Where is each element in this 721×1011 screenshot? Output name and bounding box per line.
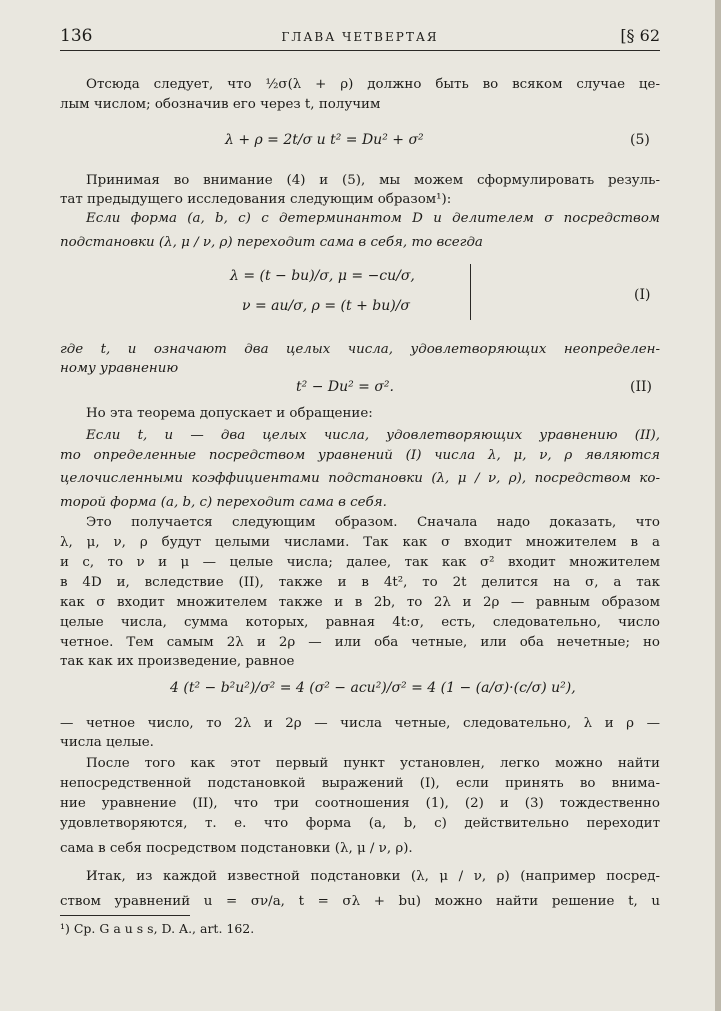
theorem-line: целочисленными коэффициентами подстановки (λ, μ / ν, ρ), посредством ко- bbox=[60, 471, 660, 486]
footnote-rule bbox=[60, 915, 190, 916]
theorem-line: то определенные посредством уравнений (I) числа λ, μ, ν, ρ являются bbox=[60, 448, 660, 463]
equation-I-row1: λ = (t − bu)/σ, μ = −cu/σ, bbox=[230, 268, 415, 284]
footnote: ¹) Cp. G a u s s, D. A., art. 162. bbox=[60, 921, 255, 936]
page-edge bbox=[715, 0, 721, 1011]
theorem-line: Если форма (a, b, c) с детерминантом D и делителем σ посредством bbox=[86, 211, 660, 226]
text-line: ному уравнению bbox=[60, 361, 179, 376]
theorem-line: подстановки (λ, μ / ν, ρ) переходит сама в себя, то всегда bbox=[60, 235, 483, 250]
text-line: тат предыдущего исследования следующим образом¹): bbox=[60, 192, 452, 207]
section-marker: [§ 62 bbox=[620, 26, 660, 45]
text-line: так как их произведение, равное bbox=[60, 654, 295, 669]
equation-number-5: (5) bbox=[630, 132, 650, 148]
text-line: где t, u означают два целых числа, удовлетворяющих неопределен- bbox=[60, 342, 660, 357]
equation-5: λ + ρ = 2t/σ и t² = Du² + σ² bbox=[225, 132, 424, 148]
text-line: лым числом; обозначив его через t, получим bbox=[60, 97, 381, 112]
running-header bbox=[60, 28, 660, 51]
text-line: и c, то ν и μ — целые числа; далее, так как σ² входит множителем bbox=[60, 555, 660, 570]
text-line: как σ входит множителем также и в 2b, то 2λ и 2ρ — равным образом bbox=[60, 595, 660, 610]
text-line: числа целые. bbox=[60, 735, 154, 750]
text-line: Принимая во внимание (4) и (5), мы можем сформулировать резуль- bbox=[86, 173, 660, 188]
text-line: λ, μ, ν, ρ будут целыми числами. Так как σ входит множителем в a bbox=[60, 535, 660, 550]
equation-number-I: (I) bbox=[634, 287, 651, 303]
text-line: Это получается следующим образом. Сначала надо доказать, что bbox=[86, 515, 660, 530]
text-line: ством уравнений u = σν/a, t = σλ + bu) можно найти решение t, u bbox=[60, 894, 660, 909]
text-line: четное. Тем самым 2λ и 2ρ — или оба четные, или оба нечетные; но bbox=[60, 635, 660, 650]
chapter-title: ГЛАВА ЧЕТВЕРТАЯ bbox=[281, 30, 439, 44]
text-line: Но эта теорема допускает и обращение: bbox=[86, 406, 373, 421]
text-line: целые числа, сумма которых, равная 4t:σ, есть, следовательно, число bbox=[60, 615, 660, 630]
text-line: непосредственной подстановкой выражений (I), если принять во внима- bbox=[60, 776, 660, 791]
text-line: Отсюда следует, что ½σ(λ + ρ) должно быть во всяком случае це- bbox=[86, 77, 660, 92]
equation-product: 4 (t² − b²u²)/σ² = 4 (σ² − acu²)/σ² = 4 (1 − (a/σ)·(c/σ) u²), bbox=[170, 680, 576, 696]
equation-I-row2: ν = au/σ, ρ = (t + bu)/σ bbox=[242, 298, 410, 314]
theorem-line: Если t, u — два целых числа, удовлетворяющих уравнению (II), bbox=[86, 428, 660, 443]
text-line: После того как этот первый пункт установлен, легко можно найти bbox=[86, 756, 660, 771]
theorem-line: торой форма (a, b, c) переходит сама в себя. bbox=[60, 495, 387, 510]
text-line: ние уравнение (II), что три соотношения (1), (2) и (3) тождественно bbox=[60, 796, 660, 811]
equation-II: t² − Du² = σ². bbox=[296, 379, 394, 395]
equation-number-II: (II) bbox=[630, 379, 652, 395]
text-line: удовлетворяются, т. е. что форма (a, b, c) действительно переходит bbox=[60, 816, 660, 831]
page-number: 136 bbox=[60, 26, 93, 46]
text-line: в 4D и, вследствие (II), также и в 4t², то 2t делится на σ, а так bbox=[60, 575, 660, 590]
text-line: — четное число, то 2λ и 2ρ — числа четные, следовательно, λ и ρ — bbox=[60, 716, 660, 731]
text-line: Итак, из каждой известной подстановки (λ, μ / ν, ρ) (например посред- bbox=[86, 869, 660, 884]
text-line: сама в себя посредством подстановки (λ, μ / ν, ρ). bbox=[60, 841, 413, 856]
equation-system-bar bbox=[470, 264, 471, 320]
